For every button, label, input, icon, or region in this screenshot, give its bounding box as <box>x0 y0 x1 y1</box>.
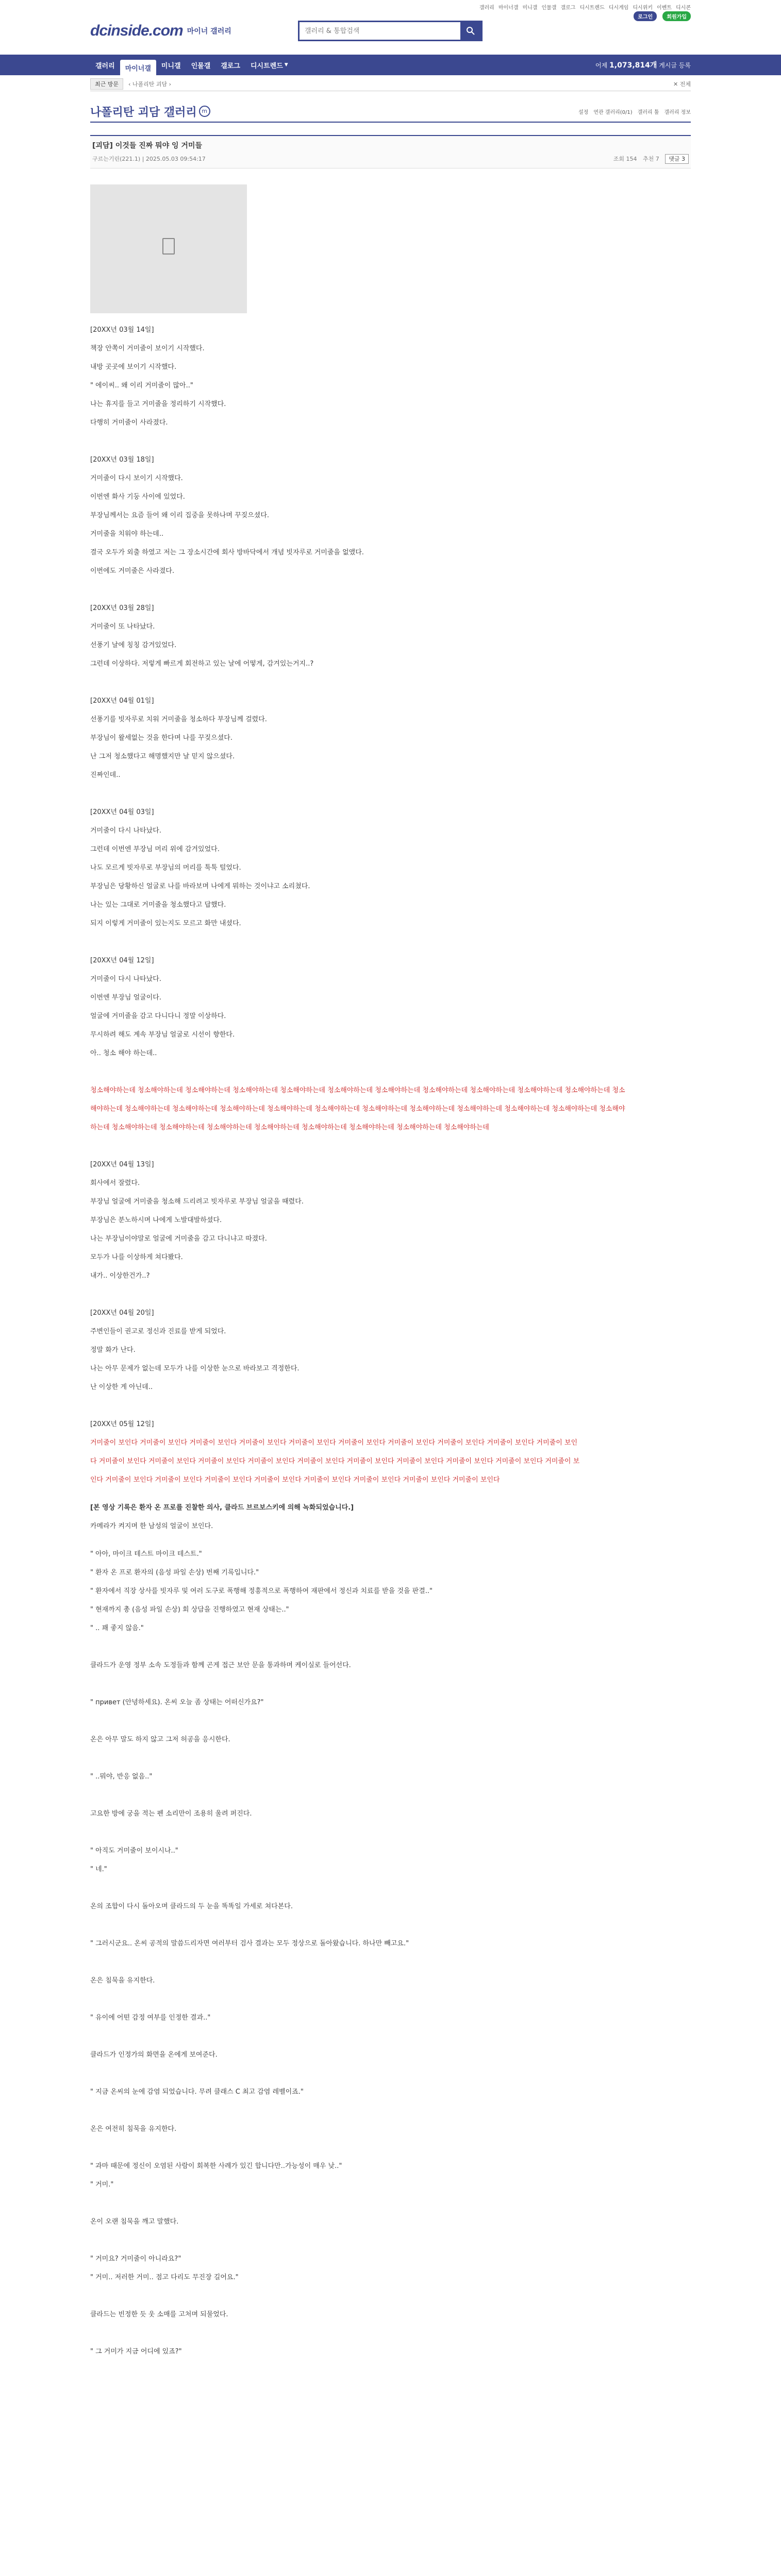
body-line <box>90 1244 691 1253</box>
body-line: 정말 화가 난다. <box>90 1346 136 1354</box>
body-line: [20XX년 04월 01일] <box>90 697 154 705</box>
body-line <box>90 1411 691 1420</box>
gallery-tool-link[interactable]: 연관 갤러리(0/1) <box>593 109 633 115</box>
body-line: 클라드는 빈정한 듯 웃 소매를 고처며 되물었다. <box>90 2311 228 2318</box>
body-line <box>90 428 691 437</box>
body-line <box>90 687 691 697</box>
body-line <box>90 1132 691 1142</box>
body-line <box>90 335 691 344</box>
body-line <box>90 483 691 493</box>
nav-item[interactable]: 미니갤 <box>161 62 181 70</box>
body-line <box>90 1680 691 1689</box>
body-line: 부장님은 분노하시며 나에게 노발대발하셨다. <box>90 1216 222 1224</box>
body-line: [20XX년 03월 18일] <box>90 456 154 464</box>
login-button[interactable]: 로그인 <box>634 11 657 21</box>
body-line: " 거미.. 저러한 거미.. 점고 다리도 무진장 길어요." <box>90 2274 239 2281</box>
body-line <box>90 632 691 641</box>
nav-item[interactable]: 갤러리 <box>95 62 115 70</box>
body-line: 나는 부장님이야말로 얼굴에 거미줄을 감고 다니냐고 따졌다. <box>90 1235 267 1243</box>
body-line: [20XX년 04월 20일] <box>90 1309 154 1317</box>
body-line: 모두가 나를 이상하게 쳐다봤다. <box>90 1253 183 1261</box>
body-line <box>90 938 691 947</box>
body-line: " 아아, 마이크 테스트 마이크 테스트." <box>90 1550 202 1558</box>
body-line: " ..뭐야, 반응 없음.." <box>90 1773 153 1781</box>
body-line <box>90 613 691 622</box>
body-line <box>90 1874 691 1884</box>
body-line <box>90 2106 691 2115</box>
body-line: [20XX년 03월 14일] <box>90 326 154 334</box>
nav-item[interactable]: 마이너갤 <box>120 60 156 75</box>
body-line: 거미줄이 보인다 거미줄이 보인다 거미줄이 보인다 거미줄이 보인다 거미줄이 보인다 거미줄이 보인다 거미줄이 보인다 거미줄이 보인다 거미줄이 보인다 거미줄이 보인 <box>90 1439 578 1447</box>
body-line <box>90 780 691 789</box>
body-line <box>90 502 691 511</box>
search-input[interactable] <box>300 22 460 40</box>
body-line: 이번에도 거미줄은 사라졌다. <box>90 567 175 575</box>
body-line <box>90 1921 691 1930</box>
body-line <box>90 437 691 446</box>
body-line <box>90 984 691 993</box>
body-line: 카메라가 켜지며 한 남성의 얼굴이 보인다. <box>90 1522 213 1530</box>
body-line <box>90 1392 691 1401</box>
body-line <box>90 2171 691 2180</box>
body-line <box>90 1744 691 1754</box>
body-line <box>90 2236 691 2245</box>
body-line <box>90 743 691 752</box>
body-line <box>90 650 691 659</box>
post-meta: 구르는기린(221.1) | 2025.05.03 09:54:17 <box>92 156 206 162</box>
body-line: 무시하려 해도 계속 부장님 얼굴로 시선이 향한다. <box>90 1031 235 1039</box>
minor-gallery-badge-icon: m <box>199 106 210 117</box>
top-login-row <box>90 11 691 21</box>
body-line: " 아직도 거미줄이 보이시나.." <box>90 1847 178 1855</box>
body-line <box>90 595 691 604</box>
broken-image-icon <box>162 238 175 255</box>
body-line: " 네." <box>90 1866 107 1873</box>
body-line: 내가.. 이상한건가..? <box>90 1272 150 1280</box>
body-line: 선풍기를 빗자루로 치워 거미줄을 청소하다 부장님께 걸렸다. <box>90 716 267 723</box>
body-line: 이번엔 부장님 얼굴이다. <box>90 994 161 1002</box>
body-line <box>90 789 691 799</box>
body-line: 하는데 청소해야하는데 청소해야하는데 청소해야하는데 청소해야하는데 청소해야하는데 청소해야하는데 청소해야하는데 청소해야하는데 <box>90 1124 489 1131</box>
body-line <box>90 2115 691 2125</box>
body-line <box>90 1689 691 1698</box>
body-line: 나는 휴지를 들고 거미줄을 정리하기 시작했다. <box>90 400 226 408</box>
body-line <box>90 1828 691 1837</box>
body-line: " 현재까지 총 (음성 파일 손상) 회 상담을 진행하였고 현재 상태는.." <box>90 1606 289 1614</box>
body-line <box>90 1800 691 1809</box>
util-link[interactable]: 디시콘 <box>676 5 691 11</box>
body-line <box>90 1540 691 1550</box>
body-line <box>90 1290 691 1299</box>
util-link[interactable]: 미니갤 <box>522 5 538 11</box>
search-button[interactable] <box>460 22 481 40</box>
body-line <box>90 2097 691 2106</box>
body-line <box>90 1717 691 1726</box>
search-icon <box>466 26 475 36</box>
body-line <box>90 557 691 567</box>
body-line: 부장님은 당황하신 얼굴로 나를 바라보며 나에게 뭐하는 것이냐고 소리쳤다. <box>90 883 310 890</box>
body-line <box>90 2004 691 2013</box>
body-line <box>90 1336 691 1346</box>
comment-count-button[interactable]: 댓글 3 <box>665 154 689 164</box>
body-line <box>90 1170 691 1179</box>
body-line <box>90 372 691 381</box>
body-line <box>90 1633 691 1642</box>
body-line <box>90 1782 691 1791</box>
body-line: 거미줄이 다시 나타났다. <box>90 827 161 835</box>
body-line <box>90 1095 691 1105</box>
body-line <box>90 1642 691 1652</box>
body-line <box>90 465 691 474</box>
body-line <box>90 1837 691 1846</box>
body-line: 난 그저 청소했다고 해명했지만 날 믿지 않으셨다. <box>90 753 235 760</box>
body-line <box>90 1429 691 1438</box>
body-line <box>90 1856 691 1865</box>
body-line: 주변인들이 권고로 정신과 진료를 받게 되었다. <box>90 1328 226 1335</box>
body-line <box>90 1021 691 1030</box>
body-line: " .. 꽤 좋지 않음." <box>90 1624 144 1632</box>
body-line <box>90 2190 691 2199</box>
body-line <box>90 1318 691 1327</box>
body-line <box>90 2041 691 2050</box>
body-line: 클라드가 인정가의 화면을 온에게 보여준다. <box>90 2051 218 2059</box>
body-line: 나도 모르게 빗자루로 부장님의 머리를 툭툭 털었다. <box>90 864 241 872</box>
body-line <box>90 353 691 363</box>
body-line <box>90 2134 691 2143</box>
body-line <box>90 2153 691 2162</box>
sub-bar <box>90 77 691 91</box>
body-line <box>90 965 691 975</box>
body-line <box>90 1967 691 1976</box>
body-line <box>90 1262 691 1272</box>
body-line <box>90 817 691 826</box>
body-line: 내방 곳곳에 보이기 시작했다. <box>90 363 177 371</box>
post-image[interactable] <box>90 184 247 313</box>
body-line: 아.. 청소 해야 하는데.. <box>90 1049 157 1057</box>
body-line: 온은 침묵을 유지한다. <box>90 1977 155 1985</box>
body-line: 거미줄이 다시 보이기 시작했다. <box>90 474 183 482</box>
body-line: 진짜인데.. <box>90 771 121 779</box>
top-utility-links <box>90 3 691 10</box>
body-line <box>90 1726 691 1735</box>
body-line: 온의 조합이 다시 돌아오며 클라드의 두 눈을 똑똑일 가세로 쳐다본다. <box>90 1903 293 1910</box>
body-line: 거미줄이 다시 나타났다. <box>90 975 161 983</box>
body-line: 부장님 얼굴에 거미줄을 청소해 드리려고 빗자루로 부장님 얼굴을 때렸다. <box>90 1198 304 1206</box>
body-line: " 에이씨.. 왜 이리 거미줄이 많아.." <box>90 382 193 389</box>
body-line <box>90 2143 691 2153</box>
post-header <box>90 135 691 168</box>
body-line: " 유이에 어떤 감정 여부를 인정한 결과.." <box>90 2014 211 2022</box>
body-line <box>90 1754 691 1763</box>
body-line <box>90 1225 691 1234</box>
recommend-count: 추천 7 <box>643 156 659 162</box>
body-line: 되지 이렇게 거미줄이 있는지도 모르고 화만 내셨다. <box>90 920 241 927</box>
body-line: 클라드가 운영 정부 소속 도정들과 함께 곤게 접근 보안 문을 통과하며 케이실로 들어선다. <box>90 1662 351 1669</box>
body-line: 그런데 이번엔 부장님 머리 위에 감겨있었다. <box>90 845 220 853</box>
body-line <box>90 409 691 418</box>
body-line: 다 거미줄이 보인다 거미줄이 보인다 거미줄이 보인다 거미줄이 보인다 거미줄이 보인다 거미줄이 보인다 거미줄이 보인다 거미줄이 보인다 거미줄이 보인다 거미줄이 보 <box>90 1458 580 1465</box>
body-line: [20XX년 04월 13일] <box>90 1161 154 1168</box>
body-line: 청소해야하는데 청소해야하는데 청소해야하는데 청소해야하는데 청소해야하는데 청소해야하는데 청소해야하는데 청소해야하는데 청소해야하는데 청소해야하는데 청소해야하는데 청소 <box>90 1087 625 1094</box>
body-line <box>90 1114 691 1123</box>
body-line: 회사에서 잘렸다. <box>90 1179 140 1187</box>
body-line <box>90 891 691 901</box>
body-line <box>90 2301 691 2310</box>
body-line <box>90 2032 691 2041</box>
body-line <box>90 1958 691 1967</box>
body-line: " 거미." <box>90 2181 114 2189</box>
body-line: 해야하는데 청소해야하는데 청소해야하는데 청소해야하는데 청소해야하는데 청소해야하는데 청소해야하는데 청소해야하는데 청소해야하는데 청소해야하는데 청소해야하는데 청소해야 <box>90 1105 625 1113</box>
util-link[interactable]: 디시게임 <box>608 5 629 11</box>
body-line <box>90 520 691 530</box>
body-line <box>90 2078 691 2088</box>
post-stats <box>609 155 689 163</box>
body-line: 나는 있는 그대로 거미줄을 청소했다고 답했다. <box>90 901 226 909</box>
daily-post-count: 어제 1,073,814개 게시글 등록 <box>595 61 691 70</box>
body-line <box>90 1791 691 1800</box>
body-line <box>90 2245 691 2255</box>
body-line: 얼굴에 거미줄을 감고 다니다니 정말 이상하다. <box>90 1012 226 1020</box>
body-line: " 그 거미가 지금 어디에 있죠?" <box>90 2348 182 2355</box>
body-line <box>90 2292 691 2301</box>
body-line: " привет (안녕하세요). 온씨 오늘 좀 상태는 어떠신가요?" <box>90 1699 264 1706</box>
body-line <box>90 1763 691 1772</box>
body-line <box>90 799 691 808</box>
body-line: [20XX년 03월 28일] <box>90 604 154 612</box>
body-line: " 과마 때문에 정신이 오염된 사람이 회복한 사례가 있긴 합니다만..가능성이 매우 낮.." <box>90 2162 342 2170</box>
body-line <box>90 585 691 595</box>
search-box <box>298 21 483 41</box>
nav-item[interactable]: 갤로그 <box>221 62 240 70</box>
recent-close-button[interactable]: ✕ 전체 <box>673 81 691 88</box>
gallery-tool-link[interactable]: 설정 <box>578 109 589 115</box>
body-line <box>90 1707 691 1717</box>
body-line <box>90 1578 691 1587</box>
body-line <box>90 1299 691 1309</box>
gallery-title[interactable]: 나폴리탄 괴담 갤러리 <box>90 106 197 119</box>
body-line: [본 영상 기록은 환자 온 프로를 진찰한 의사, 클라드 브르보스키에 의해 녹화되었습니다.] <box>90 1504 354 1512</box>
body-line <box>90 1930 691 1939</box>
body-line <box>90 2329 691 2338</box>
body-line <box>90 706 691 715</box>
gallery-title-bar <box>90 101 691 123</box>
body-line <box>90 1670 691 1680</box>
body-line <box>90 1281 691 1290</box>
body-line: 온은 여전히 침묵을 유지한다. <box>90 2125 177 2133</box>
signup-button[interactable]: 회원가입 <box>662 11 691 21</box>
body-line <box>90 1893 691 1902</box>
body-line: 부장님께서는 요즘 들어 왜 이리 집중을 못하나며 꾸짖으셨다. <box>90 512 270 519</box>
recent-visit-button[interactable]: 최근 방문 <box>90 78 123 90</box>
view-count: 조회 154 <box>613 156 637 162</box>
section-label[interactable]: 마이너 갤러리 <box>187 27 231 36</box>
body-line <box>90 1355 691 1364</box>
main-nav <box>0 55 781 75</box>
body-line <box>90 1485 691 1494</box>
util-link[interactable]: 이벤트 <box>657 5 672 11</box>
body-line: [20XX년 04월 12일] <box>90 957 154 964</box>
body-line <box>90 1077 691 1086</box>
post-body <box>90 326 691 2357</box>
body-line <box>90 2208 691 2217</box>
body-line <box>90 1986 691 1995</box>
body-line <box>90 1819 691 1828</box>
body-line <box>90 391 691 400</box>
body-line <box>90 1615 691 1624</box>
body-line <box>90 2338 691 2347</box>
util-link[interactable]: 마이너갤 <box>498 5 519 11</box>
body-line: 선풍기 날에 칭칭 감겨있었다. <box>90 641 177 649</box>
body-line <box>90 1884 691 1893</box>
body-line: 나는 아무 문제가 없는데 모두가 나를 이상한 눈으로 바라보고 격정한다. <box>90 1365 300 1372</box>
body-line: 거미줄을 치워야 하는데.. <box>90 530 164 538</box>
body-line <box>90 1652 691 1661</box>
body-line: 고요한 방에 궁을 적는 펜 소리만이 조용히 울려 퍼진다. <box>90 1810 252 1818</box>
body-line <box>90 947 691 956</box>
body-line <box>90 1151 691 1160</box>
body-line: [20XX년 04월 03일] <box>90 808 154 816</box>
header <box>90 21 691 41</box>
body-line <box>90 1596 691 1605</box>
body-line <box>90 539 691 548</box>
gallery-tools <box>573 108 691 115</box>
body-line <box>90 1995 691 2004</box>
body-line <box>90 1531 691 1540</box>
util-link[interactable]: 인물갤 <box>541 5 557 11</box>
body-line <box>90 2227 691 2236</box>
body-line <box>90 910 691 919</box>
body-line: 거미줄이 또 나타났다. <box>90 623 155 631</box>
body-line <box>90 1513 691 1522</box>
body-line <box>90 1466 691 1476</box>
body-line <box>90 1911 691 1921</box>
nav-item[interactable]: 디시트렌드 ▼ <box>250 62 288 70</box>
util-link[interactable]: 디시트렌드 <box>579 5 605 11</box>
body-line <box>90 1448 691 1457</box>
body-line <box>90 1142 691 1151</box>
gallery-tool-link[interactable]: 갤러리 툴 <box>637 109 659 115</box>
util-link[interactable]: 디시위키 <box>633 5 653 11</box>
body-line <box>90 2319 691 2329</box>
body-line <box>90 669 691 678</box>
body-line <box>90 1040 691 1049</box>
body-line <box>90 2264 691 2273</box>
body-line: 결국 오두가 외출 하였고 저는 그 장소시간에 회사 방바닥에서 개념 빗자루로 거미줄을 없앴다. <box>90 549 364 556</box>
body-line: " 지금 온씨의 눈에 감염 되었습니다. 무려 클래스 C 최고 감염 레벨이죠." <box>90 2088 304 2096</box>
body-line <box>90 446 691 455</box>
body-line <box>90 854 691 863</box>
body-line <box>90 1188 691 1197</box>
body-line: " 환자 온 프로 환자의 (음성 파일 손상) 번째 기록입니다." <box>90 1569 259 1577</box>
body-line <box>90 1058 691 1067</box>
util-link[interactable]: 갤러리 <box>479 5 494 11</box>
recent-gallery-link[interactable]: ‹ 나폴리탄 괴담 › <box>128 81 172 88</box>
body-line <box>90 873 691 882</box>
body-line: 난 이상한 게 아닌데.. <box>90 1383 153 1391</box>
body-line <box>90 2060 691 2069</box>
util-link[interactable]: 갤로그 <box>560 5 576 11</box>
body-line <box>90 1401 691 1411</box>
body-line <box>90 576 691 585</box>
body-line <box>90 1494 691 1503</box>
body-line: 부장님이 왈세없는 것을 한다며 나를 꾸짖으셨다. <box>90 734 232 742</box>
body-line: 인다 거미줄이 보인다 거미줄이 보인다 거미줄이 보인다 거미줄이 보인다 거미줄이 보인다 거미줄이 보인다 거미줄이 보인다 거미줄이 보인다 <box>90 1476 500 1484</box>
body-line: " 환자에서 직장 상사를 빗자루 및 여러 도구로 폭행해 정흥적으로 폭행하여 재판에서 정신과 치료를 받을 것을 판결.." <box>90 1587 433 1595</box>
body-line <box>90 928 691 938</box>
body-line: " 거미요? 거미줄이 아니라요?" <box>90 2255 181 2263</box>
body-line <box>90 724 691 734</box>
body-line <box>90 1948 691 1958</box>
body-line: [20XX년 05월 12일] <box>90 1420 154 1428</box>
nav-item[interactable]: 인물갤 <box>191 62 211 70</box>
body-line: 이번엔 화사 기둥 사이에 있었다. <box>90 493 185 501</box>
body-line <box>90 2023 691 2032</box>
post-title: [괴담] 이것들 진짜 뭐야 잉 거미들 <box>92 142 202 150</box>
body-line <box>90 1003 691 1012</box>
body-line <box>90 2199 691 2208</box>
body-line: 책장 안쪽이 거미줄이 보이기 시작했다. <box>90 345 205 352</box>
site-logo[interactable]: dcinside.com <box>90 22 183 39</box>
body-line <box>90 678 691 687</box>
body-line <box>90 761 691 771</box>
body-line <box>90 836 691 845</box>
body-line: 온은 아무 말도 하지 않고 그저 허공을 응시한다. <box>90 1736 230 1743</box>
body-line <box>90 2282 691 2292</box>
body-line <box>90 1374 691 1383</box>
body-line: 그런데 이상하다. 저렇게 빠르게 회전하고 있는 날에 어떻게, 감겨있는거지..? <box>90 660 314 668</box>
body-line <box>90 1067 691 1077</box>
body-line: " 그러시군요.. 온씨 공적의 말씀드리자면 여러부터 검사 결과는 모두 정상으로 돌아왔습니다. 하나만 빼고요." <box>90 1940 409 1947</box>
body-line: 다행히 거미줄이 사라졌다. <box>90 419 168 427</box>
body-line: 온이 오랜 침묵을 깨고 말했다. <box>90 2218 179 2226</box>
chevron-down-icon: ▼ <box>284 62 288 67</box>
body-line <box>90 1207 691 1216</box>
body-line <box>90 2069 691 2078</box>
gallery-tool-link[interactable]: 갤러리 정보 <box>664 109 691 115</box>
body-line <box>90 1559 691 1568</box>
